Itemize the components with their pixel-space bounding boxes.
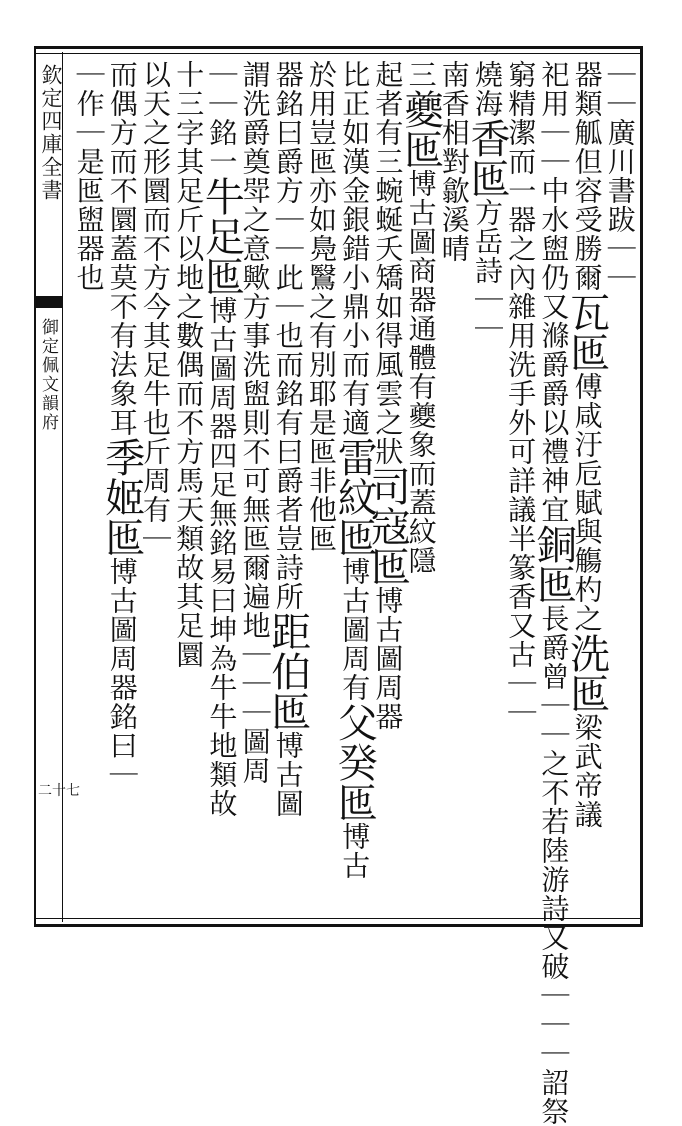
text-segment: ｜｜廣川書跋｜｜ [603, 60, 637, 292]
text-segment: ｜詔祭 [537, 1039, 571, 1126]
text-column [171, 60, 205, 669]
vessel-heading: 夔匜 [397, 89, 444, 169]
vessel-heading: 牛足匜 [198, 176, 245, 296]
text-segment: 祀用｜｜中水盥仍又滌爵爵以禮神宜 [537, 60, 571, 524]
text-column [331, 60, 378, 880]
sidebar-book-subtitle: 御定佩文韻府 [38, 318, 58, 432]
top-rule-thin [34, 53, 642, 54]
text-segment: 謂洗爵奠斝之意歟方事洗盥則不可無匜爾 [238, 60, 272, 582]
text-column [198, 60, 245, 818]
text-segment: 圖周 [238, 727, 272, 785]
sidebar-folio: 二十七 [38, 783, 80, 799]
text-segment: 器類觚但容受勝爾 [570, 60, 604, 292]
text-segment: 以天之形圜而不方今其足牛也斤 [139, 60, 172, 466]
vessel-heading: 香匜 [464, 118, 510, 198]
text-segment: 而偶方而不圜蓋莫不有法象耳 [105, 60, 139, 437]
text-segment: ｜作｜是匜盥器也 [72, 60, 106, 292]
text-segment: 博古圖 [271, 731, 305, 818]
vessel-heading: 雷紋匜 [331, 437, 378, 557]
text-segment: 周有｜ [139, 466, 172, 553]
text-segment: 是匜非他匜 [305, 408, 338, 553]
text-segment: 半篆香又古｜｜ [504, 524, 538, 727]
text-column [364, 60, 411, 731]
text-segment: 陸游詩又破｜｜ [537, 836, 571, 1039]
text-column [264, 60, 311, 818]
text-segment: 博古圖周器四足無銘易曰坤為牛牛地類故 [205, 296, 239, 818]
vessel-heading: 銅匜 [530, 524, 577, 604]
text-segment: 十三字 [172, 60, 206, 147]
text-segment: 相對歙溪晴 [437, 118, 471, 263]
text-column [464, 60, 510, 343]
sidebar-fish-tail [35, 296, 62, 308]
text-column [563, 60, 610, 829]
text-segment: 燒海 [471, 60, 504, 118]
text-segment: 博古圖周器銘曰｜ [105, 557, 139, 789]
sidebar-book-title: 欽定四庫全書 [39, 64, 63, 202]
text-column [530, 60, 577, 1126]
vessel-heading: 父癸匜 [331, 702, 378, 822]
text-segment: 遍地｜｜｜ [238, 582, 272, 727]
text-segment: 傅咸汙卮賦與觴杓之 [570, 372, 604, 633]
vessel-heading: 季姬匜 [98, 437, 145, 557]
vessel-heading: 瓦匜 [563, 292, 610, 372]
text-segment: 南香 [437, 60, 471, 118]
text-segment: 方岳詩｜｜ [471, 198, 504, 343]
text-column [304, 60, 338, 553]
text-segment: 長爵曾｜｜之不若 [537, 604, 571, 836]
text-column [238, 60, 272, 785]
text-segment: 梁武帝議 [570, 713, 604, 829]
text-segment: 博古圖商器通體有夔象而蓋紋隱 [404, 169, 438, 575]
text-segment: 其足斤以地之數偶而不方馬天類故其足圜 [172, 147, 206, 669]
top-rule [34, 46, 642, 49]
text-segment: ｜｜銘一 [205, 60, 239, 176]
text-segment: 於用豈匜亦如鳧鷖之有別耶 [305, 60, 338, 408]
text-segment: 起者有三蜿蜒夭矯如得風雲之狀 [371, 60, 405, 466]
text-segment: 窮精潔而一器之內雜用洗手外可詳議 [504, 60, 538, 524]
vessel-heading: 距伯匜 [264, 611, 311, 731]
vessel-heading: 司寇匜 [364, 466, 411, 586]
text-segment: 博古圖周器 [371, 586, 405, 731]
text-segment: 三 [404, 60, 438, 89]
right-border [640, 46, 643, 927]
text-column [98, 60, 145, 789]
text-segment: 比正如漢金銀錯小鼎小而有適 [338, 60, 372, 437]
text-column [603, 60, 637, 292]
text-segment: 博古 [338, 822, 372, 880]
text-segment: 器銘曰爵方｜｜此｜也而銘有曰爵者豈詩所 [271, 60, 305, 611]
text-segment: 博古圖周有 [338, 557, 372, 702]
vessel-heading: 洗匜 [563, 633, 610, 713]
text-column [72, 60, 106, 292]
